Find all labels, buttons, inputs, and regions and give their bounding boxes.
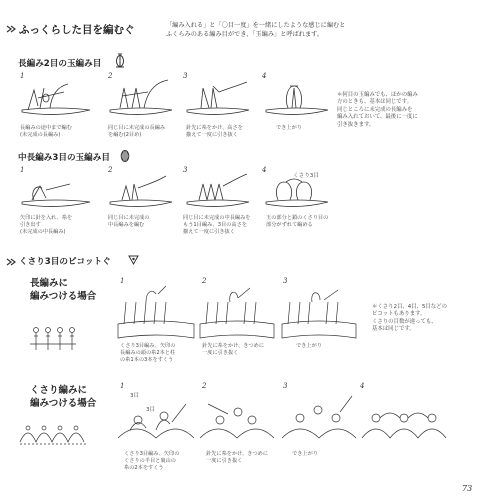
caption-line: 糸の2本をすくう [124,465,164,471]
caption-line: 針先に糸をかけ、きつめに [202,343,265,349]
step-number: 3 [183,166,188,174]
step-caption [276,125,302,132]
subsection-title [30,277,96,303]
step-illustration [20,78,92,120]
title-line: 長編みに [30,278,69,289]
note-text [337,92,418,129]
step-caption [124,451,180,472]
note-line: ＊何目の玉編みでも、ほかの編み [337,92,418,98]
caption-line: 引き出す [20,222,41,228]
caption-line: を編む(2目め) [108,132,142,138]
title-line: 編みつける場合 [30,291,97,302]
caption-line: でき上がり [296,343,322,349]
step-number: 2 [202,382,207,390]
section-marker-icon [5,24,17,34]
note-line: 編み入れておいて、最後に一度に [337,114,418,121]
picot-chart-diagram [18,420,92,448]
step-caption [292,451,318,458]
tama-2-symbol-icon [114,52,126,69]
picot-symbol-icon [127,253,140,266]
step-number: 2 [108,166,113,174]
note-text [372,304,447,334]
caption-line: (未完成の長編み) [20,132,61,138]
step-illustration [116,390,196,444]
step-number: 3 [283,382,288,390]
caption-line: 針先に糸をかけ、きつめに [206,451,269,457]
step-illustration [185,78,251,120]
caption-line: くさり3目編み、矢印の [120,343,176,349]
title-line: くさり編みに [30,385,88,396]
step-number: 1 [20,166,25,174]
step-number: 1 [20,72,25,80]
caption-line: 一度に引き抜く [206,458,243,464]
note-line: くさりの目数が違っても、 [372,318,437,325]
caption-line: の糸1本の3本をすくう [120,357,174,363]
caption-line: でき上がり [276,125,302,131]
step-illustration [20,172,92,212]
step-caption [20,215,72,236]
section-title: くさり3目のピコットぐ [19,257,111,267]
note-line: ＊くさり2目、4目、5目などの [372,304,447,310]
step-number: 1 [120,277,125,285]
step-number: 3 [183,72,188,80]
step-caption [296,343,322,350]
step-illustration [116,284,196,340]
step-caption [183,215,250,236]
step-caption [20,125,72,139]
step-illustration [280,390,358,444]
note-line: 基本は同じです。 [372,326,415,333]
step-number: 3 [283,277,288,285]
section-title: 中長編み3目の玉編み目 [18,153,110,163]
page-title: ふっくらした目を編むぐ [19,24,135,36]
step-caption [186,125,243,139]
caption-line: 部分がずれて編める [266,222,313,228]
stitch-label: くさり3目 [293,173,319,179]
caption-line: 針先に糸をかけ、高さを [186,125,243,131]
caption-line: 長編みの頭の糸2本と柱 [120,350,176,356]
step-illustration [360,390,450,444]
step-caption [120,343,176,364]
stitch-label: 3目 [130,393,140,399]
caption-line: 長編みの途中まで編む [20,125,72,131]
note-line: 引き抜きます。 [337,121,375,128]
caption-line: もう1目編み、3目の高さを [183,222,247,228]
subsection-title [30,384,96,410]
intro-line: ふくらみのある編み目ができ、「玉編み」と呼ばれます。 [166,31,324,38]
caption-line: 中長編みを編む [108,222,145,228]
caption-line: 一度に引き抜く [202,350,239,356]
caption-line: 玉の部分と鎖のくさり目の [266,215,329,221]
caption-line: 揃えて一度に引き抜く [183,229,235,235]
caption-line: でき上がり [292,451,318,457]
step-illustration [185,172,251,212]
intro-line: 「編み入れる」と「〇目一度」を一緒にしたような感じに編むと [166,22,346,29]
stitch-label: 3目 [146,407,156,413]
caption-line: くさり3目編み、矢印の [124,451,180,457]
note-line: 同じところに未完成の長編みを [337,106,413,113]
caption-line: 矢印に針を入れ、糸を [20,215,73,221]
step-caption [266,215,328,229]
note-line: 方のときも、基本は同じです。 [337,99,413,106]
step-illustration [264,78,330,120]
caption-line: 同じ目に未完成の中長編みを [183,215,251,221]
step-illustration [108,78,174,120]
step-caption [202,343,264,357]
step-number: 4 [360,382,365,390]
step-number: 2 [202,277,207,285]
caption-line: 揃えて一度に引き抜く [186,132,238,138]
step-number: 1 [120,382,125,390]
intro-text [166,21,345,39]
note-line: ピコットもあります。 [372,311,426,318]
step-illustration [108,172,174,212]
step-illustration [280,284,358,340]
step-illustration [198,390,276,444]
page-number: 73 [462,484,473,493]
step-caption [108,125,165,139]
tama-3-symbol-icon [119,147,131,164]
step-caption [108,215,150,229]
section-title: 長編み2目の玉編み目 [18,59,102,69]
caption-line: (未完成の中長編み) [20,229,66,235]
title-line: 編みつける場合 [30,398,97,409]
section-marker-icon [5,257,17,267]
caption-line: くさりの半目と裏山の [124,458,176,464]
step-number: 4 [262,72,267,80]
step-caption [206,451,268,465]
caption-line: 同じ目に未完成の [108,215,150,221]
step-number: 4 [262,166,267,174]
step-number: 2 [108,72,113,80]
picot-chart-diagram [28,322,78,352]
step-illustration [198,284,276,340]
caption-line: 同じ目に未完成の長編み [108,125,166,131]
